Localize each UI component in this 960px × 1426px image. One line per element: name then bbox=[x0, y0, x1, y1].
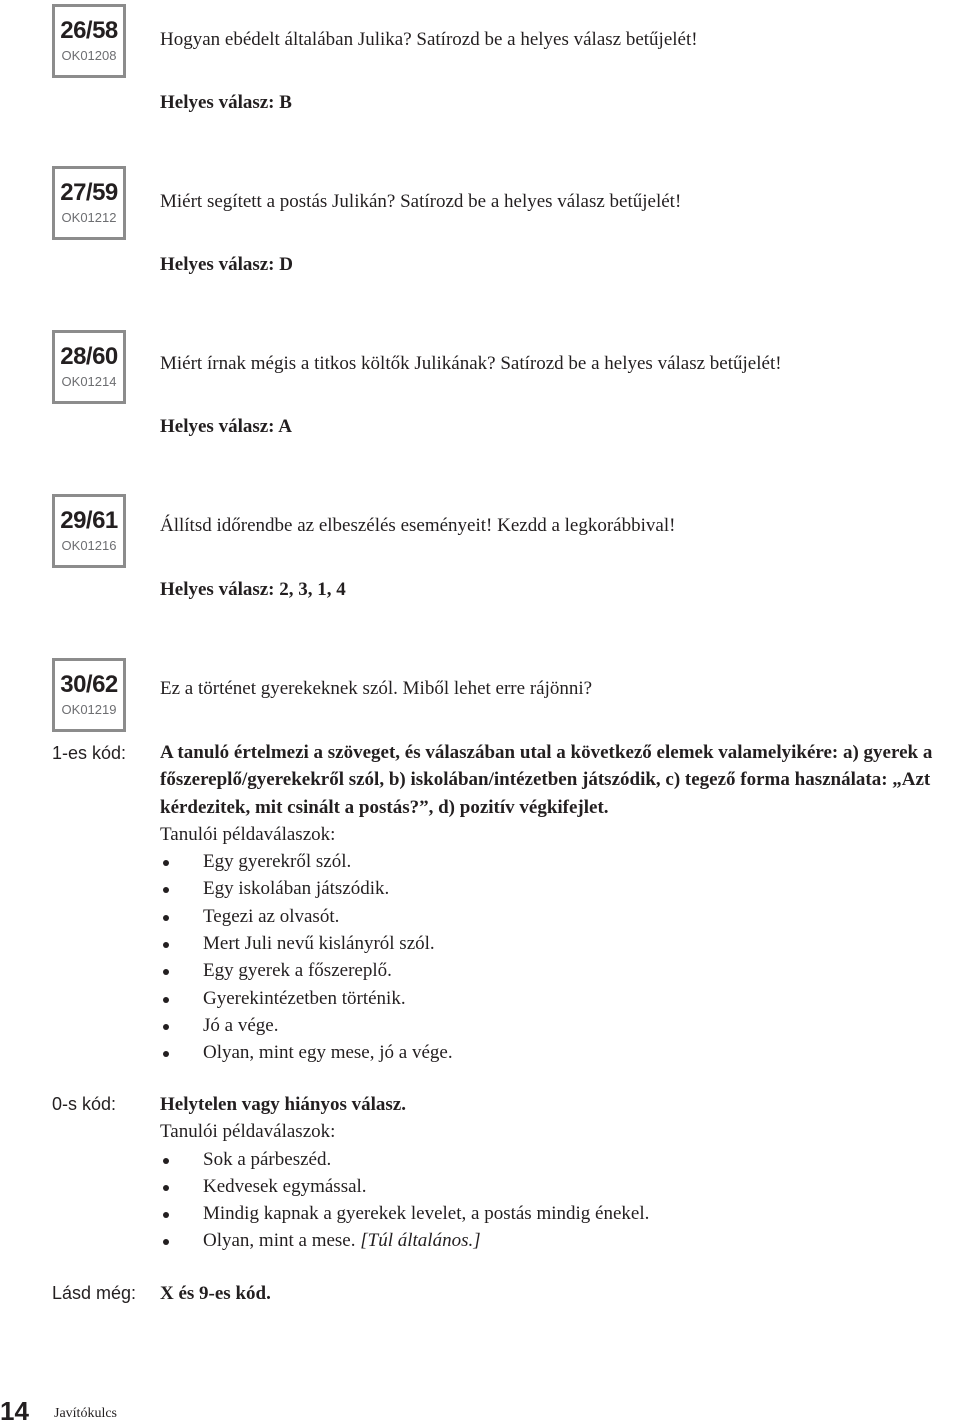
code-0-description: Helytelen vagy hiányos válasz. bbox=[160, 1094, 406, 1115]
list-item: Egy iskolában játszódik. bbox=[160, 875, 960, 902]
list-item: Mert Juli nevű kislányról szól. bbox=[160, 930, 960, 957]
example-list bbox=[160, 848, 960, 1066]
code-0-block bbox=[160, 1091, 960, 1255]
item-code: OK01216 bbox=[61, 538, 117, 553]
item-number-box bbox=[52, 494, 126, 568]
item-number: 29/61 bbox=[60, 507, 118, 534]
item-number: 30/62 bbox=[60, 671, 118, 698]
item-number-box bbox=[52, 330, 126, 404]
list-item: Tegezi az olvasót. bbox=[160, 903, 960, 930]
list-item: Gyerekintézetben történik. bbox=[160, 985, 960, 1012]
code-1-description: A tanuló értelmezi a szöveget, és válaszában utal a következő elemek valamelyikére: a) gyerek a főszereplő/gyerekekről szól, b) iskolában/intézetben játszódik, c) tegező forma használata: „Azt kérdezitek, mit csinált a postás?”, d) pozitív végkifejlet. bbox=[160, 742, 933, 818]
see-also-text: X és 9-es kód. bbox=[160, 1283, 271, 1304]
see-also-label: Lásd még: bbox=[52, 1283, 137, 1303]
example-list bbox=[160, 1146, 960, 1255]
correct-answer: Helyes válasz: A bbox=[160, 416, 292, 437]
list-item: Jó a vége. bbox=[160, 1012, 960, 1039]
item-code: OK01212 bbox=[61, 210, 117, 225]
question-text: Miért írnak mégis a titkos költők Julikának? Satírozd be a helyes válasz betűjelét! bbox=[160, 353, 782, 374]
code-1-block bbox=[160, 739, 960, 1067]
item-number-box bbox=[52, 658, 126, 732]
item-number: 26/58 bbox=[60, 17, 118, 44]
correct-answer: Helyes válasz: B bbox=[160, 92, 292, 113]
item-number-box bbox=[52, 166, 126, 240]
item-number-box bbox=[52, 4, 126, 78]
examples-label: Tanulói példaválaszok: bbox=[160, 823, 336, 845]
list-item: Egy gyerekről szól. bbox=[160, 848, 960, 875]
item-code: OK01208 bbox=[61, 48, 117, 63]
examples-label: Tanulói példaválaszok: bbox=[160, 1121, 336, 1143]
correct-answer: Helyes válasz: 2, 3, 1, 4 bbox=[160, 579, 346, 600]
question-text: Miért segített a postás Julikán? Satírozd be a helyes válasz betűjelét! bbox=[160, 191, 682, 212]
correct-answer: Helyes válasz: D bbox=[160, 254, 293, 275]
list-item: Mindig kapnak a gyerekek levelet, a postás mindig énekel. bbox=[160, 1200, 960, 1227]
code-1-label: 1-es kód: bbox=[52, 743, 127, 763]
list-item: Egy gyerek a főszereplő. bbox=[160, 957, 960, 984]
code-0-label: 0-s kód: bbox=[52, 1094, 117, 1114]
list-item: Olyan, mint egy mese, jó a vége. bbox=[160, 1039, 960, 1066]
example-note: [Túl általános.] bbox=[360, 1230, 481, 1252]
item-code: OK01219 bbox=[61, 702, 117, 717]
question-text: Ez a történet gyerekeknek szól. Miből lehet erre rájönni? bbox=[160, 678, 593, 699]
page-number: 14 bbox=[0, 1396, 29, 1426]
list-item: Sok a párbeszéd. bbox=[160, 1146, 960, 1173]
footer-title: Javítókulcs bbox=[54, 1406, 117, 1421]
example-text: Olyan, mint a mese. bbox=[203, 1230, 356, 1252]
item-number: 28/60 bbox=[60, 343, 118, 370]
list-item bbox=[160, 1227, 960, 1254]
question-text: Hogyan ebédelt általában Julika? Satírozd be a helyes válasz betűjelét! bbox=[160, 29, 698, 50]
question-text: Állítsd időrendbe az elbeszélés eseményeit! Kezdd a legkorábbival! bbox=[160, 515, 676, 536]
item-code: OK01214 bbox=[61, 374, 117, 389]
list-item: Kedvesek egymással. bbox=[160, 1173, 960, 1200]
item-number: 27/59 bbox=[60, 179, 118, 206]
